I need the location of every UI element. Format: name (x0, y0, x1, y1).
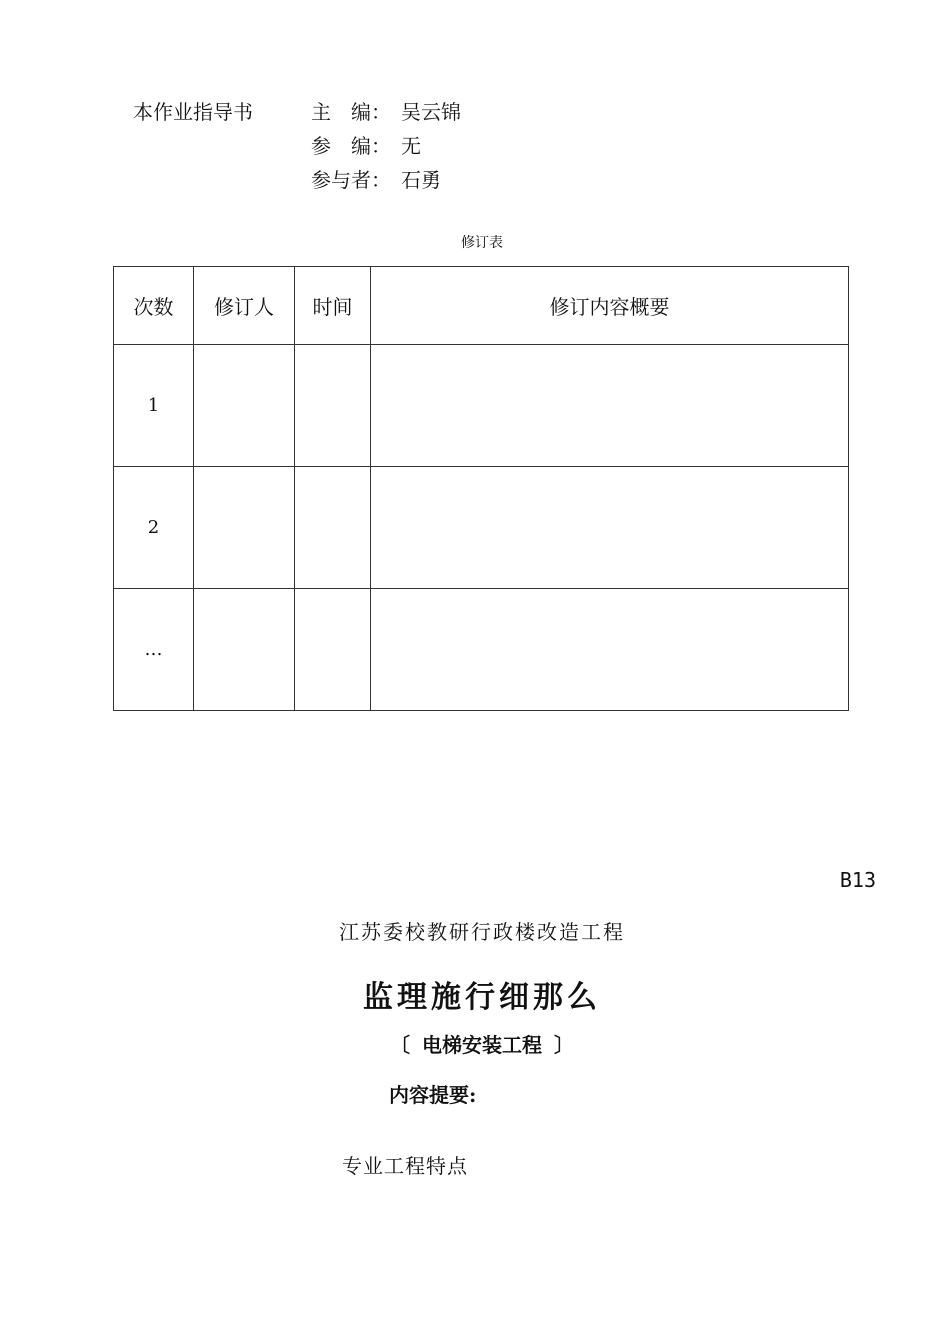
cell-summary (371, 467, 849, 589)
revision-table (113, 266, 849, 711)
table-caption: 修订表 (461, 235, 503, 251)
document-subtitle (0, 1029, 950, 1058)
table-header-row (114, 267, 849, 345)
column-header-reviser: 修订人 (194, 267, 295, 345)
cell-time (295, 589, 371, 711)
table-row (114, 345, 849, 467)
cell-time (295, 467, 371, 589)
bracket-close: 〕 (554, 1033, 574, 1057)
section-heading: 专业工程特点 (342, 1154, 468, 1178)
cell-reviser (194, 467, 295, 589)
column-header-no: 次数 (114, 267, 194, 345)
cell-no: 2 (114, 467, 194, 589)
bracket-open: 〔 (390, 1033, 410, 1057)
credit-value: 无 (401, 134, 421, 158)
credit-co-editor (311, 130, 421, 159)
credit-participant (311, 164, 441, 193)
document-title: 监理施行细那么 (363, 980, 601, 1015)
project-name: 江苏委校教研行政楼改造工程 (339, 920, 625, 944)
cell-time (295, 345, 371, 467)
cell-summary (371, 345, 849, 467)
summary-label: 内容提要: (389, 1083, 477, 1107)
cell-no: 1 (114, 345, 194, 467)
credit-editor-in-chief (311, 96, 461, 125)
column-header-time: 时间 (295, 267, 371, 345)
credit-label: 参与者： (311, 168, 391, 192)
credit-label: 主 编： (311, 100, 391, 124)
credit-label: 参 编： (311, 134, 391, 158)
subtitle-text: 电梯安装工程 (422, 1033, 542, 1057)
cell-no: … (114, 589, 194, 711)
credits-lead: 本作业指导书 (133, 100, 253, 124)
table-row (114, 467, 849, 589)
cell-summary (371, 589, 849, 711)
column-header-summary: 修订内容概要 (371, 267, 849, 345)
table-row (114, 589, 849, 711)
credit-value: 石勇 (401, 168, 441, 192)
cell-reviser (194, 589, 295, 711)
cell-reviser (194, 345, 295, 467)
document-code: B13 (839, 868, 876, 892)
credit-value: 吴云锦 (401, 100, 461, 124)
